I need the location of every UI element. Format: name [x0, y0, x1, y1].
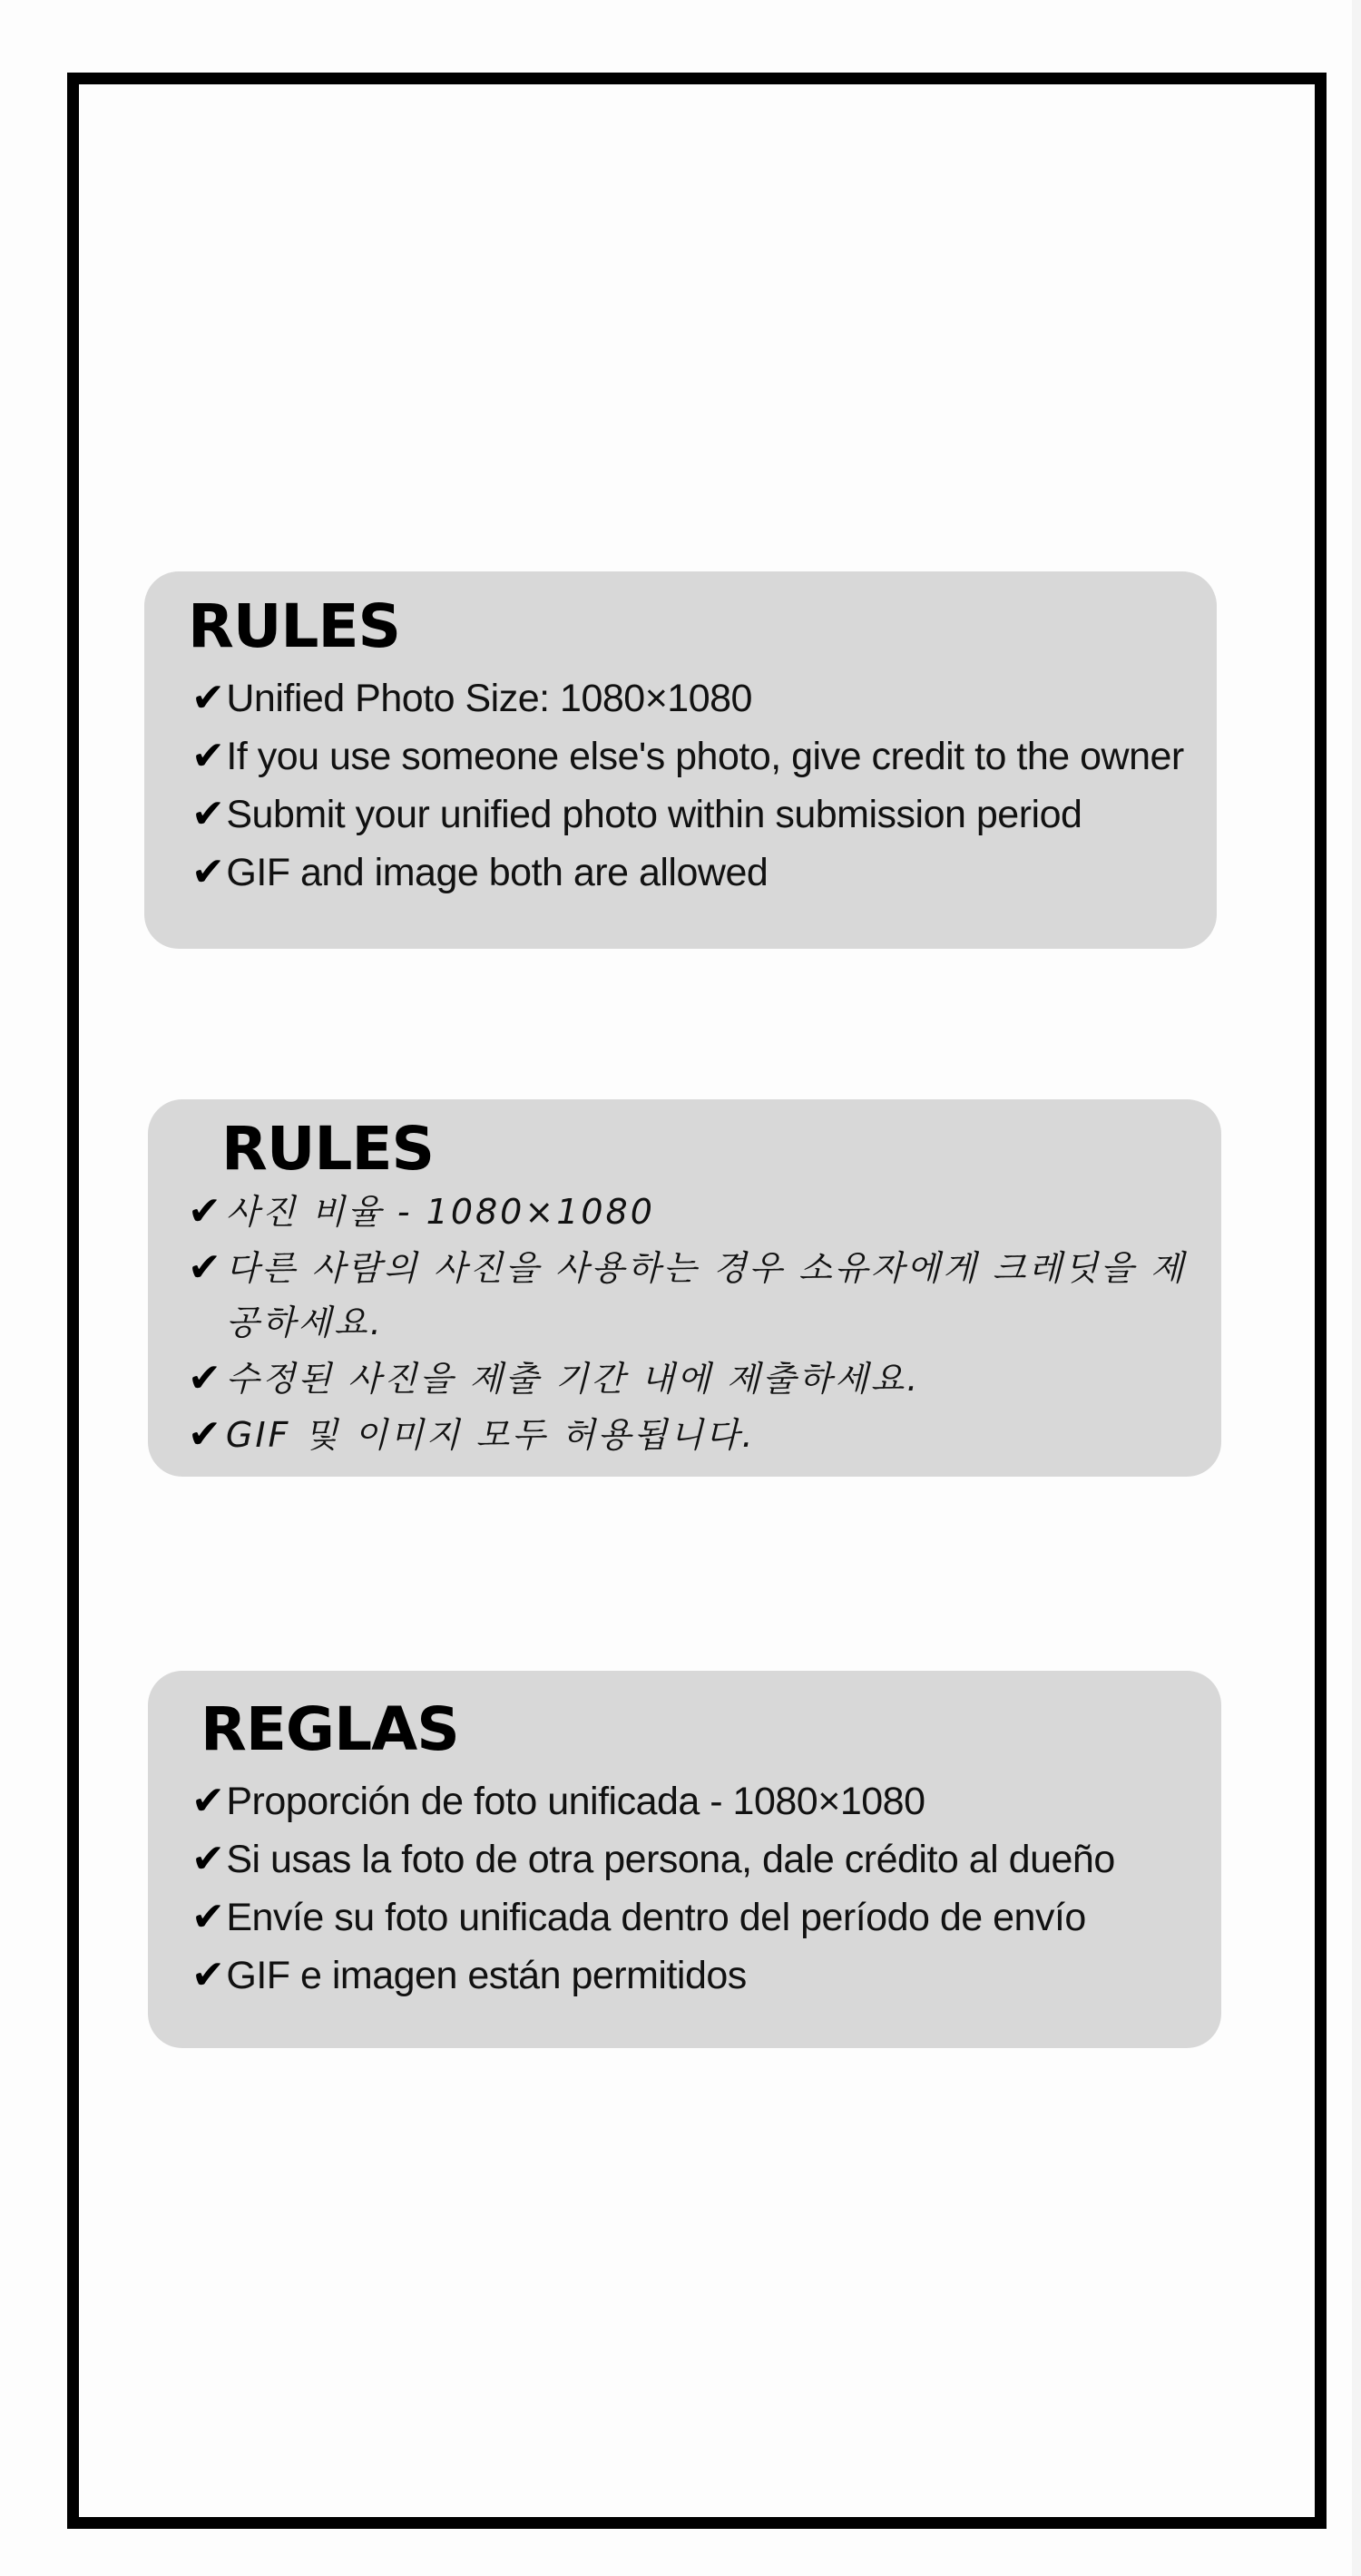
- rules-card-english: [144, 571, 1217, 949]
- checkmark-icon: ✔: [191, 1894, 225, 1940]
- rule-item: [191, 1830, 1199, 1888]
- checkmark-icon: ✔: [191, 733, 225, 779]
- card-title: REGLAS: [201, 1694, 459, 1764]
- rule-item: [191, 1947, 1199, 2005]
- rule-item: [188, 1408, 1204, 1462]
- rule-text: GIF 및 이미지 모두 허용됩니다.: [225, 1415, 756, 1455]
- checkmark-icon: ✔: [188, 1355, 224, 1401]
- checkmark-icon: ✔: [191, 791, 225, 837]
- rule-item: [191, 785, 1199, 844]
- rule-text: Si usas la foto de otra persona, dale crédito al dueño: [226, 1838, 1115, 1881]
- rule-list: [191, 669, 1199, 902]
- checkmark-icon: ✔: [188, 1188, 224, 1234]
- rule-list: [191, 1772, 1199, 2005]
- rule-item: [191, 1772, 1199, 1830]
- rule-text: GIF e imagen están permitidos: [226, 1954, 747, 1997]
- rule-text: If you use someone else's photo, give credit to the owner: [226, 735, 1184, 778]
- rule-item: [191, 669, 1199, 727]
- card-title: RULES: [188, 591, 401, 661]
- rule-text: 수정된 사진을 제출 기간 내에 제출하세요.: [225, 1359, 921, 1399]
- rule-list: [188, 1185, 1204, 1464]
- rule-item: [191, 844, 1199, 902]
- rule-text: Proporción de foto unificada - 1080×1080: [226, 1780, 925, 1823]
- rules-card-korean: [148, 1099, 1221, 1477]
- rule-text: 사진 비율 - 1080×1080: [225, 1192, 655, 1232]
- rule-text: Envíe su foto unificada dentro del período de envío: [226, 1896, 1086, 1939]
- rule-text: Submit your unified photo within submission period: [226, 793, 1082, 836]
- checkmark-icon: ✔: [188, 1244, 224, 1291]
- rule-text: Unified Photo Size: 1080×1080: [226, 677, 752, 720]
- checkmark-icon: ✔: [191, 1778, 225, 1824]
- rule-text: GIF and image both are allowed: [226, 851, 769, 894]
- rule-item: [188, 1241, 1204, 1350]
- rules-card-spanish: [148, 1671, 1221, 2048]
- rule-item: [191, 727, 1199, 785]
- checkmark-icon: ✔: [191, 1836, 225, 1882]
- rule-text: 다른 사람의 사진을 사용하는 경우 소유자에게 크레딧을 제공하세요.: [225, 1248, 1187, 1342]
- card-title: RULES: [221, 1114, 435, 1184]
- rule-item: [188, 1351, 1204, 1406]
- checkmark-icon: ✔: [191, 1952, 225, 1998]
- rule-item: [191, 1888, 1199, 1947]
- checkmark-icon: ✔: [188, 1411, 224, 1458]
- checkmark-icon: ✔: [191, 849, 225, 895]
- rule-item: [188, 1185, 1204, 1239]
- checkmark-icon: ✔: [191, 675, 225, 721]
